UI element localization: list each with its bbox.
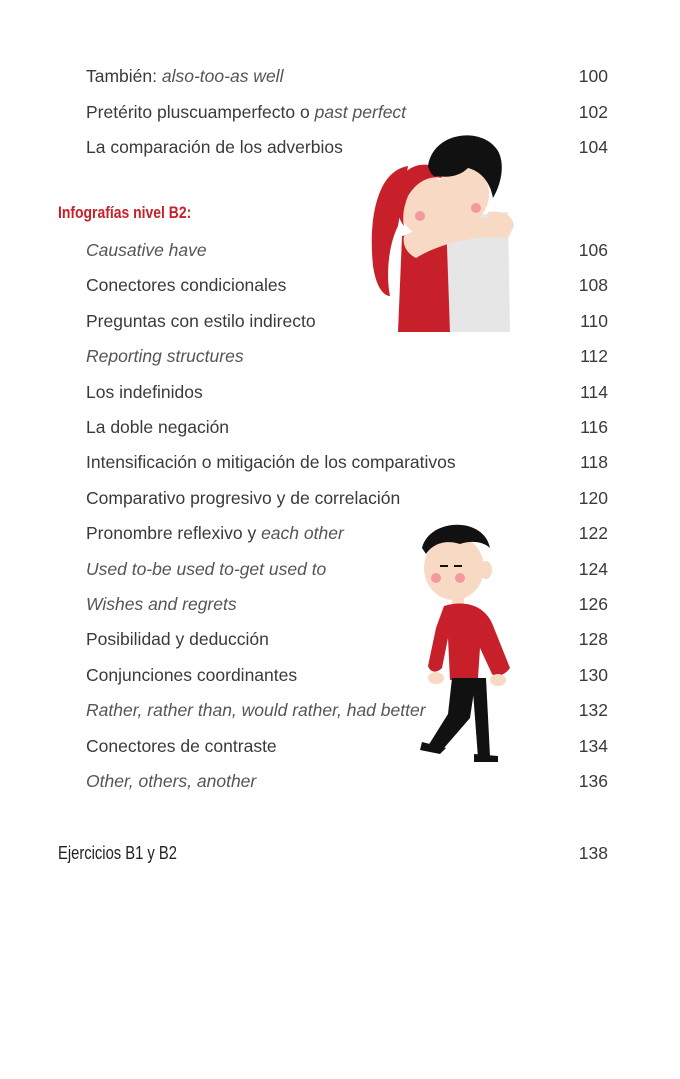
toc-entry-title	[86, 554, 326, 584]
toc-entry-title	[86, 412, 229, 442]
toc-entry	[86, 589, 608, 619]
toc-entry-title-part: Posibilidad y deducción	[86, 629, 269, 650]
toc-entry-title-part: Intensificación o mitigación de los comparativos	[86, 452, 456, 473]
toc-entry-title	[86, 97, 406, 127]
toc-entry-title	[86, 766, 256, 796]
toc-entry	[86, 695, 608, 725]
toc-entry-title-part: Comparativo progresivo y de correlación	[86, 487, 401, 508]
toc-entry-title-part: Conjunciones coordinantes	[86, 664, 298, 685]
toc-entry-page-number: 110	[580, 310, 608, 331]
toc-entry-page-number: 114	[580, 381, 608, 402]
toc-entry-title	[86, 447, 456, 477]
toc-entry-title-part: also-too-as well	[161, 66, 284, 86]
toc-entry	[86, 766, 608, 796]
toc-entry-title-part: La doble negación	[86, 417, 230, 437]
toc-entry	[86, 306, 608, 336]
toc-entry-page-number: 118	[580, 452, 608, 473]
toc-entry-title	[86, 132, 343, 162]
toc-entry-page-number: 106	[578, 240, 608, 260]
toc-entry-page-number: 132	[578, 700, 608, 721]
toc-entry-title-part: Pronombre reflexivo y	[86, 523, 262, 544]
toc-entry-title-part: Causative have	[86, 240, 207, 260]
toc-entry	[86, 270, 608, 300]
toc-entry-page-number: 120	[578, 487, 608, 508]
toc-entry-title-part: Preguntas con estilo indirecto	[86, 310, 316, 331]
toc-entry-page-number: 128	[578, 629, 608, 650]
sad-boy-illustration	[414, 518, 518, 762]
toc-entry-title-part: Pretérito pluscuamperfecto o	[86, 101, 315, 122]
toc-entry-title-part: Reporting structures	[86, 346, 244, 367]
toc-entry	[86, 61, 608, 91]
toc-entry-title-part: each other	[261, 523, 344, 544]
exercises-page-number: 138	[578, 843, 608, 863]
toc-entry	[86, 731, 608, 761]
toc-entry-page-number: 112	[580, 346, 608, 367]
toc-entry-page-number: 102	[578, 101, 608, 122]
toc-entry-title-part: Rather, rather than, would rather, had better	[86, 700, 426, 721]
toc-entry	[86, 412, 608, 442]
toc-entry-title-part: Los indefinidos	[86, 381, 203, 402]
toc-entry-page-number: 104	[578, 137, 608, 157]
toc-entry	[86, 518, 608, 548]
toc-entry	[86, 447, 608, 477]
toc-entry-page-number: 108	[578, 275, 608, 296]
toc-entry-title-part: La comparación de los adverbios	[86, 137, 343, 157]
toc-entry-page-number: 122	[578, 523, 608, 544]
hugging-couple-illustration	[368, 126, 518, 332]
toc-entry-title	[86, 270, 286, 300]
toc-entry	[86, 624, 608, 654]
toc-entry	[86, 377, 608, 407]
toc-entry	[86, 483, 608, 513]
toc-entry-page-number: 130	[578, 664, 608, 685]
toc-entry-title	[86, 341, 244, 371]
toc-entry-title	[86, 61, 283, 91]
section-heading: Infografías nivel B2:	[58, 203, 192, 222]
toc-entry	[86, 341, 608, 371]
toc-entry-title	[86, 731, 277, 761]
toc-entry-title-part: Conectores condicionales	[86, 275, 287, 296]
toc-entry-title-part: Conectores de contraste	[86, 735, 277, 756]
toc-entry-page-number: 134	[578, 735, 608, 756]
toc-entry-title-part: Other, others, another	[86, 771, 257, 791]
toc-entry-title	[86, 518, 344, 548]
toc-entry-title-part: past perfect	[314, 101, 407, 122]
toc-entry-title	[86, 235, 207, 265]
toc-entry-title-part: También:	[86, 66, 162, 86]
toc-entry-title	[86, 695, 426, 725]
toc-entry-page-number: 100	[578, 66, 608, 86]
toc-entry-page-number: 116	[580, 417, 608, 437]
toc-entry-title	[86, 377, 203, 407]
toc-entry-page-number: 124	[578, 558, 608, 579]
toc-entry-title-part: Used to-be used to-get used to	[86, 558, 327, 579]
toc-entry	[86, 97, 608, 127]
toc-entry	[86, 554, 608, 584]
toc-entry	[86, 660, 608, 690]
toc-entry-page-number: 136	[578, 771, 608, 791]
exercises-title: Ejercicios B1 y B2	[58, 843, 177, 863]
toc-entry	[86, 132, 608, 162]
toc-entry-title-part: Wishes and regrets	[86, 594, 237, 614]
toc-entry-title	[86, 306, 316, 336]
toc-entry-title	[86, 660, 297, 690]
toc-entry-page-number: 126	[578, 594, 608, 614]
toc-entry-title	[86, 589, 237, 619]
toc-entry-title	[86, 483, 400, 513]
toc-entry-title	[86, 624, 269, 654]
toc-entry	[86, 235, 608, 265]
